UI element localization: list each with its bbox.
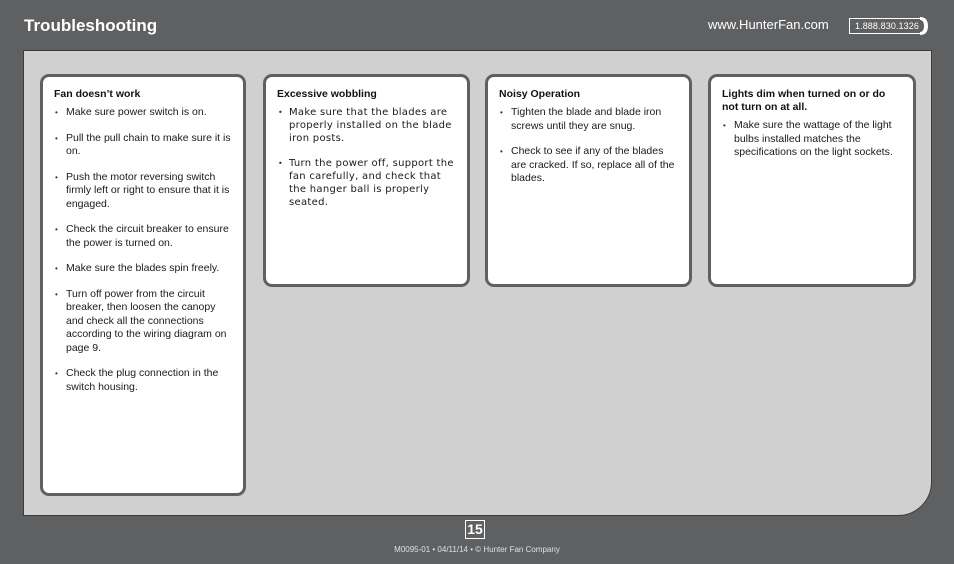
list-item: • Pull the pull chain to make sure it is on. [54,132,233,159]
footer-text: M0095-01 • 04/11/14 • © Hunter Fan Company [394,545,560,554]
card-title: Excessive wobbling [277,88,377,100]
card-list [499,106,679,186]
phone-number: 1.888.830.1326 [849,18,925,34]
list-item: • Check the plug connection in the switch housing. [54,367,233,394]
list-item: • Check to see if any of the blades are cracked. If so, replace all of the blades. [499,145,679,186]
card-fan-doesnt-work [40,74,246,496]
card-noisy-operation [485,74,692,287]
phone-handset-icon [917,15,931,37]
card-list [54,106,233,394]
list-item: • Turn off power from the circuit breaker, then loosen the canopy and check all the connections according to the wiring diagram on page 9. [54,288,233,356]
card-list [722,119,903,160]
list-item: • Make sure the wattage of the light bulbs installed matches the specifications on the light sockets. [722,119,903,160]
card-excessive-wobbling [263,74,470,287]
page-title: Troubleshooting [24,16,158,35]
troubleshooting-panel [23,50,932,516]
list-item: • Tighten the blade and blade iron screws until they are snug. [499,106,679,133]
card-title: Fan doesn’t work [54,88,141,100]
list-item: • Make sure the blades spin freely. [54,262,233,276]
card-lights-dim [708,74,916,287]
page-number: 15 [465,520,485,539]
card-list [277,106,457,209]
card-title: Noisy Operation [499,88,581,100]
list-item: • Make sure that the blades are properly installed on the blade iron posts. [277,106,457,145]
list-item: • Make sure power switch is on. [54,106,233,120]
list-item: • Check the circuit breaker to ensure the power is turned on. [54,223,233,250]
card-title: Lights dim when turned on or do not turn on at all. [722,88,886,113]
list-item: • Push the motor reversing switch firmly left or right to ensure that it is engaged. [54,171,233,212]
list-item: • Turn the power off, support the fan carefully, and check that the hanger ball is properly seated. [277,157,457,209]
website-url[interactable]: www.HunterFan.com [708,17,829,32]
